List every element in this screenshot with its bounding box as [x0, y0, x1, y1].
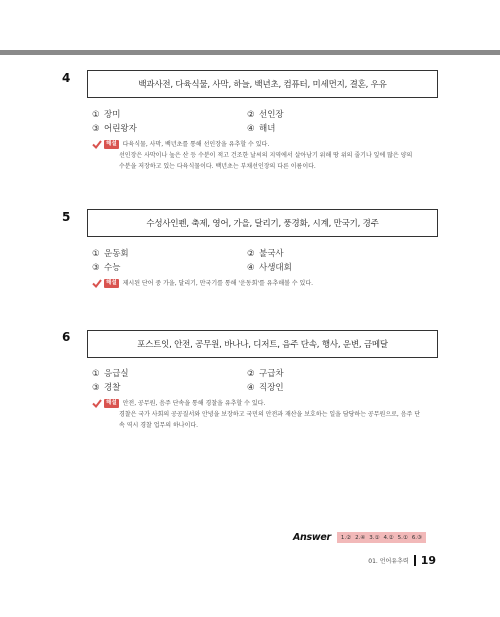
explanation-line: 선인장은 사막이나 높은 산 등 수분이 적고 건조한 날씨의 지역에서 살아남기 위해 땅 위의 줄기나 잎에 많은 양의 — [119, 152, 413, 159]
answer-item: 5.① — [397, 534, 408, 541]
option-text: 수능 — [104, 263, 121, 273]
option-number: ④ — [247, 383, 255, 393]
option-2[interactable] — [247, 367, 284, 379]
answer-item: 6.③ — [411, 534, 422, 541]
option-text: 불국사 — [259, 249, 284, 259]
answer-item: 2.④ — [355, 534, 366, 541]
question-number: 5 — [62, 210, 71, 224]
option-2[interactable] — [247, 247, 284, 259]
explanation-block — [92, 398, 452, 431]
answer-bar — [337, 532, 426, 543]
page-footer — [368, 554, 436, 567]
page-number: 19 — [420, 554, 436, 567]
option-4[interactable] — [247, 122, 275, 134]
option-number: ① — [92, 369, 100, 379]
option-text: 해녀 — [259, 124, 276, 134]
option-4[interactable] — [247, 261, 292, 273]
option-3[interactable] — [92, 381, 120, 393]
option-number: ④ — [247, 263, 255, 273]
check-mark-icon — [92, 140, 102, 149]
explanation-line: 경찰은 국가 사회의 공공질서와 안녕을 보장하고 국민의 안전과 재산을 보호하는 일을 담당하는 공무원으로, 음주 단 — [119, 411, 421, 418]
answer-title: Answer — [293, 532, 331, 543]
option-3[interactable] — [92, 122, 137, 134]
top-divider-bar — [0, 50, 500, 55]
answer-item: 1.② — [340, 534, 352, 541]
explanation-tag: 해설 — [106, 280, 117, 286]
option-number: ④ — [247, 124, 255, 134]
word-list-box: 수성사인펜, 축제, 영어, 가을, 달리기, 풍경화, 시계, 만국기, 경주 — [87, 209, 438, 237]
option-3[interactable] — [92, 261, 120, 273]
question-number: 4 — [62, 71, 71, 85]
option-text: 운동회 — [104, 249, 129, 259]
option-number: ① — [92, 249, 100, 259]
answer-key — [293, 531, 426, 544]
option-text: 응급실 — [104, 369, 129, 379]
explanation-line: 해설 다육식물, 사막, 백년초를 통해 선인장을 유추할 수 있다. — [92, 139, 452, 150]
option-text: 선인장 — [259, 110, 284, 120]
chapter-label: 01. 언어유추력 — [368, 558, 409, 565]
explanation-tag: 해설 — [106, 141, 117, 147]
answer-item: 4.② — [383, 534, 394, 541]
option-number: ③ — [92, 383, 100, 393]
check-mark-icon — [92, 399, 102, 408]
explanation-line: 해설 안전, 공무원, 음주 단속을 통해 경찰을 유추할 수 있다. — [92, 398, 452, 409]
option-1[interactable] — [92, 108, 120, 120]
option-number: ② — [247, 369, 255, 379]
footer-divider — [414, 555, 416, 566]
option-number: ③ — [92, 124, 100, 134]
question-number: 6 — [62, 330, 71, 344]
option-number: ② — [247, 249, 255, 259]
word-list-box: 포스트잇, 안전, 공무원, 바나나, 디저트, 음주 단속, 행사, 운변, 금메달 — [87, 330, 438, 358]
check-mark-icon — [92, 279, 102, 288]
option-1[interactable] — [92, 367, 129, 379]
explanation-line: 해설 제시된 단어 중 가을, 달리기, 만국기를 통해 '운동회'를 유추해볼 수 있다. — [92, 278, 452, 289]
explanation-tag: 해설 — [106, 400, 117, 406]
explanation-block — [92, 278, 452, 289]
explanation-block — [92, 139, 452, 172]
option-4[interactable] — [247, 381, 284, 393]
option-number: ① — [92, 110, 100, 120]
explanation-line: 수분을 저장하고 있는 다육식물이다. 백년초는 부채선인장의 다른 이름이다. — [119, 163, 316, 170]
option-text: 경찰 — [104, 383, 121, 393]
option-1[interactable] — [92, 247, 129, 259]
option-2[interactable] — [247, 108, 284, 120]
option-number: ③ — [92, 263, 100, 273]
option-text: 직장인 — [259, 383, 284, 393]
word-list-box: 백과사전, 다육식물, 사막, 하늘, 백년초, 컴퓨터, 미세먼지, 결혼, 우유 — [87, 70, 438, 98]
option-text: 사생대회 — [259, 263, 292, 273]
answer-item: 3.① — [369, 534, 380, 541]
option-text: 구급차 — [259, 369, 284, 379]
option-text: 어린왕자 — [104, 124, 137, 134]
option-text: 장미 — [104, 110, 121, 120]
option-number: ② — [247, 110, 255, 120]
explanation-line: 속 역시 경찰 업무의 하나이다. — [119, 422, 199, 429]
